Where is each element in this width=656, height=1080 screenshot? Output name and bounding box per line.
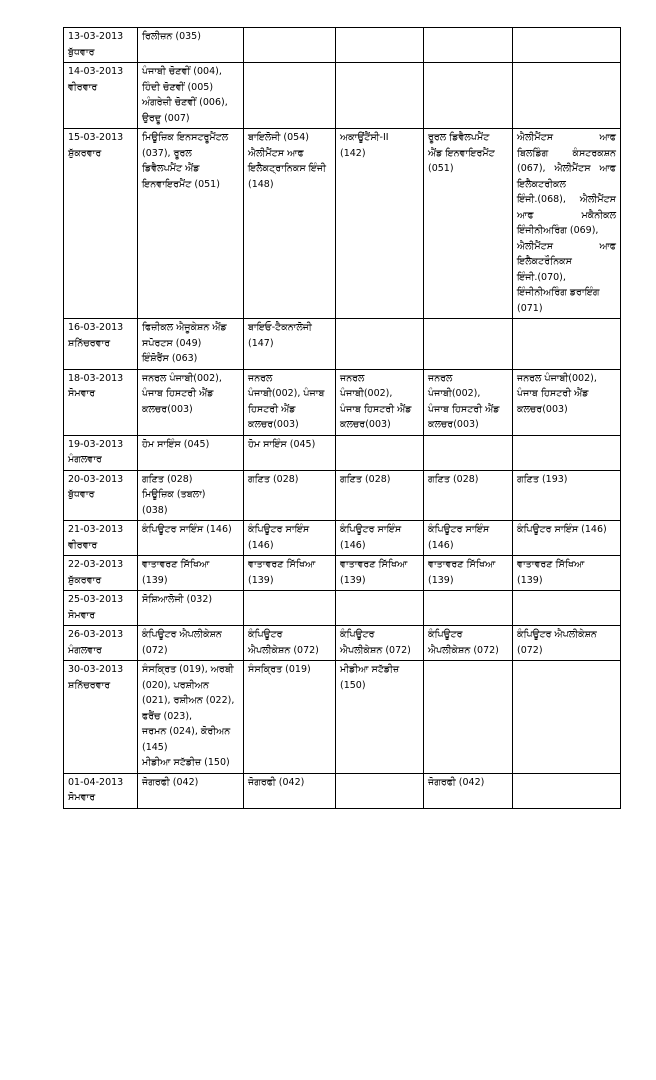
subject-cell [244, 129, 336, 319]
subject-line: ਪੰਜਾਬੀ(002), ਪੰਜਾਬ [248, 388, 325, 399]
subject-line: ਕੰਪਿਊਟਰ ਸਾਇੰਸ [340, 524, 402, 535]
subject-cell [336, 369, 424, 435]
schedule-row [64, 521, 621, 556]
subject-cell [424, 556, 513, 591]
subject-line: ਐਲੀਮੈਂਟਸ ਆਫ [517, 240, 616, 252]
schedule-row [64, 129, 621, 319]
subject-cell [138, 435, 244, 470]
schedule-row [64, 626, 621, 661]
subject-line: ਕਲਚਰ(003) [517, 403, 568, 415]
exam-weekday: ਬੁੱਧਵਾਰ [68, 489, 95, 500]
subject-cell [244, 773, 336, 808]
subject-cell [138, 661, 244, 774]
subject-cell [336, 319, 424, 370]
subject-line: ਗਣਿਤ (028) [340, 473, 391, 485]
subject-line: ਬਾਇਲੋਜੀ (054) [248, 132, 309, 143]
subject-cell [513, 435, 621, 470]
schedule-row [64, 369, 621, 435]
subject-line: ਐਲੀਮੈਂਟਸ ਆਫ [248, 147, 304, 159]
subject-line: ਕਲਚਰ(003) [248, 419, 299, 430]
subject-cell [336, 129, 424, 319]
date-cell [64, 626, 138, 661]
exam-date: 01-04-2013 [68, 776, 124, 788]
subject-line: ਇਲੈਕਟਰੌਨਿਕਸ [517, 256, 572, 267]
subject-line: ਇਲੈਕਟਰੀਕਲ [517, 178, 566, 190]
subject-cell [336, 661, 424, 774]
subject-line: ਹੋਮ ਸਾਇੰਸ (045) [248, 438, 316, 450]
subject-line: ਪੰਜਾਬ ਹਿਸਟਰੀ ਐਂਡ [340, 403, 412, 415]
subject-line: ਐਪਲੀਕੇਸ਼ਨ (072) [428, 644, 499, 656]
subject-cell [513, 319, 621, 370]
date-cell [64, 63, 138, 129]
subject-line: (146) [340, 539, 366, 551]
schedule-row [64, 556, 621, 591]
subject-line: (067), ਐਲੀਮੈਂਟਸ ਆਫ [517, 163, 616, 174]
subject-line: ਅਕਾਊਂਟੈਂਸੀ-II [340, 132, 389, 143]
subject-line: ਡਿਵੈਲਪਮੈਂਟ ਐਂਡ [142, 163, 200, 174]
subject-line: ਕਲਚਰ(003) [428, 419, 479, 430]
schedule-row [64, 28, 621, 63]
subject-cell [424, 63, 513, 129]
subject-cell [138, 63, 244, 129]
subject-line: ਰੂਰਲ ਡਿਵੈਲਪਮੈਂਟ [428, 132, 490, 143]
date-cell [64, 319, 138, 370]
subject-cell [336, 521, 424, 556]
exam-date: 13-03-2013 [68, 31, 124, 42]
subject-cell [513, 369, 621, 435]
subject-line: ਇੰਸ਼ੋਰੈਂਸ (063) [142, 353, 198, 364]
exam-date: 19-03-2013 [68, 438, 124, 450]
subject-line: ਪੰਜਾਬੀ(002), [340, 388, 393, 399]
subject-line: (051) [428, 163, 454, 174]
exam-weekday: ਬੁੱਧਵਾਰ [68, 46, 95, 58]
subject-line: ਗਣਿਤ (028) [248, 473, 299, 485]
exam-weekday: ਸ਼ੁੱਕਰਵਾਰ [68, 574, 102, 586]
subject-line: ਬਿਲਡਿੰਗ ਕੰਸਟਰਕਸ਼ਨ [517, 147, 616, 159]
subject-line: ਵਾਤਾਵਰਣ ਸਿੱਖਿਆ [248, 559, 316, 570]
subject-line: ਸਪੋਰਟਸ (049) [142, 337, 202, 349]
subject-cell [336, 470, 424, 521]
subject-line: ਜਨਰਲ [340, 372, 365, 384]
exam-date: 20-03-2013 [68, 473, 124, 485]
subject-line: ਐਪਲੀਕੇਸ਼ਨ (072) [340, 644, 411, 656]
subject-line: ਕੰਪਿਊਟਰ ਸਾਇੰਸ [248, 524, 310, 535]
subject-cell [424, 369, 513, 435]
subject-line: ਜਨਰਲ ਪੰਜਾਬੀ(002), [517, 372, 597, 384]
subject-line: (038) [142, 504, 168, 516]
schedule-row [64, 591, 621, 626]
subject-line: ਵਾਤਾਵਰਣ ਸਿੱਖਿਆ [142, 559, 210, 570]
exam-date: 25-03-2013 [68, 594, 124, 605]
schedule-body [64, 28, 621, 809]
subject-line: ਪੰਜਾਬੀ ਚੋਣਵੀਂ (004), [142, 66, 222, 77]
subject-line: ਉਰਦੂ (007) [142, 112, 190, 124]
subject-line: ਇਲੈਕਟ੍ਰਾਨਿਕਸ ਇੰਜੀ [248, 163, 326, 174]
subject-line: ਕਲਚਰ(003) [142, 403, 193, 415]
date-cell [64, 591, 138, 626]
subject-cell [336, 626, 424, 661]
subject-cell [336, 28, 424, 63]
date-cell [64, 556, 138, 591]
subject-cell [244, 626, 336, 661]
subject-line: ਪੰਜਾਬ ਹਿਸਟਰੀ ਐਂਡ [142, 388, 214, 399]
exam-date: 22-03-2013 [68, 559, 124, 570]
subject-line: ਐਲੀਮੈਂਟਸ ਆਫ [517, 132, 616, 143]
subject-line: (072) [142, 644, 168, 656]
subject-cell [424, 435, 513, 470]
subject-line: ਵਾਤਾਵਰਣ ਸਿੱਖਿਆ [340, 559, 408, 570]
subject-cell [138, 369, 244, 435]
subject-cell [513, 626, 621, 661]
subject-line: (146) [248, 539, 274, 551]
subject-line: ਕੰਪਿਊਟਰ ਸਾਇੰਸ (146) [142, 524, 232, 535]
subject-line: ਸੋਸ਼ਿਆਲੋਜੀ (032) [142, 594, 213, 605]
exam-weekday: ਵੀਰਵਾਰ [68, 81, 98, 93]
subject-line: (142) [340, 147, 366, 159]
subject-line: ਜਨਰਲ ਪੰਜਾਬੀ(002), [142, 372, 222, 384]
subject-line: ਗਣਿਤ (193) [517, 473, 568, 485]
subject-line: (072) [517, 644, 543, 656]
subject-cell [244, 661, 336, 774]
subject-line: ਇਨਵਾਇਰਮੈਂਟ (051) [142, 178, 220, 190]
subject-cell [513, 470, 621, 521]
exam-weekday: ਵੀਰਵਾਰ [68, 539, 98, 551]
subject-line: ਕੰਪਿਊਟਰ [340, 629, 375, 640]
exam-date: 21-03-2013 [68, 524, 124, 535]
subject-cell [336, 556, 424, 591]
subject-cell [424, 521, 513, 556]
subject-line: (147) [248, 337, 274, 349]
subject-cell [424, 129, 513, 319]
subject-cell [336, 773, 424, 808]
subject-cell [244, 521, 336, 556]
subject-line: ਫਰੈਂਚ (023), [142, 710, 193, 722]
subject-line: ਜਨਰਲ [428, 372, 453, 384]
subject-line: ਪੰਜਾਬ ਹਿਸਟਰੀ ਐਂਡ [517, 388, 589, 399]
subject-line: ਇੰਜੀ.(068), ਐਲੀਮੈਂਟਸ [517, 194, 616, 205]
subject-line: ਪੰਜਾਬੀ(002), [428, 388, 481, 399]
subject-line: (139) [248, 574, 274, 586]
subject-line: ਜੋਗਰਫੀ (042) [142, 776, 199, 788]
subject-cell [424, 319, 513, 370]
subject-line: ਕੰਪਿਊਟਰ ਸਾਇੰਸ (146) [517, 524, 607, 535]
schedule-row [64, 470, 621, 521]
subject-line: (139) [428, 574, 454, 586]
subject-line: ਹਿੰਦੀ ਚੋਣਵੀਂ (005) [142, 81, 214, 93]
subject-line: ਮੀਡੀਆ ਸਟੱਡੀਜ਼ [340, 664, 400, 675]
subject-line: (037), ਰੂਰਲ [142, 147, 192, 159]
subject-line: ਰਿਲੀਜ਼ਨ (035) [142, 31, 201, 42]
exam-weekday: ਸੋਮਵਾਰ [68, 792, 96, 803]
exam-date: 14-03-2013 [68, 66, 124, 77]
subject-cell [513, 63, 621, 129]
subject-cell [244, 470, 336, 521]
subject-cell [513, 28, 621, 63]
subject-cell [244, 28, 336, 63]
subject-line: ਹਿਸਟਰੀ ਐਂਡ [248, 403, 296, 415]
exam-date: 16-03-2013 [68, 322, 124, 333]
exam-date: 15-03-2013 [68, 132, 124, 143]
subject-cell [244, 319, 336, 370]
exam-date: 26-03-2013 [68, 629, 124, 640]
exam-weekday: ਮੰਗਲਵਾਰ [68, 454, 102, 465]
subject-cell [424, 661, 513, 774]
subject-cell [424, 470, 513, 521]
subject-cell [424, 773, 513, 808]
subject-line: (139) [142, 574, 168, 586]
schedule-row [64, 661, 621, 774]
date-cell [64, 435, 138, 470]
date-cell [64, 129, 138, 319]
subject-line: ਵਾਤਾਵਰਣ ਸਿੱਖਿਆ [428, 559, 496, 570]
subject-cell [244, 369, 336, 435]
exam-weekday: ਸ਼ਨਿੱਚਰਵਾਰ [68, 337, 111, 349]
date-cell [64, 28, 138, 63]
schedule-row [64, 319, 621, 370]
date-cell [64, 521, 138, 556]
exam-weekday: ਸੋਮਵਾਰ [68, 388, 96, 399]
schedule-row [64, 63, 621, 129]
subject-line: ਐਪਲੀਕੇਸ਼ਨ (072) [248, 644, 319, 656]
exam-date: 18-03-2013 [68, 372, 124, 384]
subject-line: (145) [142, 741, 168, 753]
subject-line: (020), ਪਰਸ਼ੀਅਨ [142, 679, 209, 691]
subject-cell [513, 129, 621, 319]
subject-line: ਕੰਪਿਊਟਰ [428, 629, 463, 640]
subject-line: (139) [517, 574, 543, 586]
schedule-row [64, 773, 621, 808]
subject-cell [424, 626, 513, 661]
subject-cell [138, 28, 244, 63]
exam-schedule-table [63, 27, 621, 809]
subject-cell [336, 591, 424, 626]
subject-cell [138, 556, 244, 591]
date-cell [64, 773, 138, 808]
subject-cell [244, 591, 336, 626]
subject-line: ਜਨਰਲ [248, 372, 273, 384]
subject-cell [138, 319, 244, 370]
subject-line: ਗਣਿਤ (028) [428, 473, 479, 485]
subject-cell [244, 556, 336, 591]
subject-line: ਸੰਸਕ੍ਰਿਤ (019), ਅਰਬੀ [142, 664, 234, 675]
subject-cell [138, 129, 244, 319]
subject-line: ਕਲਚਰ(003) [340, 419, 391, 430]
exam-schedule-page [63, 27, 621, 809]
subject-line: ਫਿਜ਼ੀਕਲ ਐਜੂਕੇਸ਼ਨ ਐਂਡ [142, 322, 227, 333]
subject-line: ਸੰਸਕ੍ਰਿਤ (019) [248, 664, 311, 675]
subject-line: (139) [340, 574, 366, 586]
subject-line: ਬਾਇਓ-ਟੈਕਨਾਲੋਜੀ [248, 322, 312, 333]
subject-line: ਕੰਪਿਊਟਰ [248, 629, 283, 640]
exam-weekday: ਸ਼ਨਿੱਚਰਵਾਰ [68, 679, 111, 691]
subject-line: (021), ਰਸ਼ੀਅਨ (022), [142, 695, 235, 706]
subject-cell [138, 521, 244, 556]
subject-cell [336, 435, 424, 470]
subject-cell [138, 591, 244, 626]
date-cell [64, 369, 138, 435]
subject-cell [513, 591, 621, 626]
subject-line: ਹੋਮ ਸਾਇੰਸ (045) [142, 438, 210, 450]
subject-line: ਕੰਪਿਊਟਰ ਐਪਲੀਕੇਸ਼ਨ [517, 629, 597, 640]
subject-line: ਜੋਗਰਫੀ (042) [428, 776, 485, 788]
subject-line: ਵਾਤਾਵਰਣ ਸਿੱਖਿਆ [517, 559, 585, 570]
subject-line: ਕੰਪਿਊਟਰ ਸਾਇੰਸ [428, 524, 490, 535]
exam-date: 30-03-2013 [68, 664, 124, 675]
schedule-row [64, 435, 621, 470]
subject-line: ਇੰਜੀਨੀਅਰਿੰਗ ਡਰਾਇੰਗ [517, 287, 600, 298]
exam-weekday: ਮੰਗਲਵਾਰ [68, 644, 102, 656]
subject-cell [513, 556, 621, 591]
subject-cell [513, 521, 621, 556]
subject-line: ਆਫ ਮਕੈਨੀਕਲ [517, 209, 616, 221]
subject-cell [513, 661, 621, 774]
date-cell [64, 470, 138, 521]
subject-cell [513, 773, 621, 808]
subject-cell [424, 28, 513, 63]
subject-line: ਇੰਜੀਨੀਅਰਿੰਗ (069), [517, 225, 599, 236]
subject-line: (148) [248, 178, 274, 190]
subject-line: ਕੰਪਿਊਟਰ ਐਪਲੀਕੇਸ਼ਨ [142, 629, 222, 640]
subject-cell [244, 435, 336, 470]
subject-line: ਮਿਊਜ਼ਿਕ ਇਨਸਟਰੂਮੈਂਟਲ [142, 132, 229, 143]
subject-line: (071) [517, 302, 543, 314]
subject-line: ਪੰਜਾਬ ਹਿਸਟਰੀ ਐਂਡ [428, 403, 500, 415]
subject-line: ਮੀਡੀਆ ਸਟੱਡੀਜ਼ (150) [142, 757, 230, 768]
subject-cell [244, 63, 336, 129]
subject-line: ਇੰਜੀ.(070), [517, 271, 566, 283]
subject-cell [336, 63, 424, 129]
subject-cell [138, 626, 244, 661]
subject-line: ਅੰਗਰੇਜ਼ੀ ਚੋਣਵੀਂ (006), [142, 97, 228, 108]
subject-cell [424, 591, 513, 626]
subject-line: ਐਂਡ ਇਨਵਾਇਰਮੈਂਟ [428, 147, 495, 159]
subject-cell [138, 773, 244, 808]
subject-line: (146) [428, 539, 454, 551]
subject-line: (150) [340, 679, 366, 691]
exam-weekday: ਸ਼ੁੱਕਰਵਾਰ [68, 147, 102, 159]
exam-weekday: ਸੋਮਵਾਰ [68, 609, 96, 621]
subject-cell [138, 470, 244, 521]
subject-line: ਜਰਮਨ (024), ਕੋਰੀਅਨ [142, 726, 231, 737]
subject-line: ਗਣਿਤ (028) [142, 473, 193, 485]
date-cell [64, 661, 138, 774]
subject-line: ਮਿਊਜ਼ਿਕ (ਤਬਲਾ) [142, 489, 206, 500]
subject-line: ਜੋਗਰਫੀ (042) [248, 776, 305, 788]
